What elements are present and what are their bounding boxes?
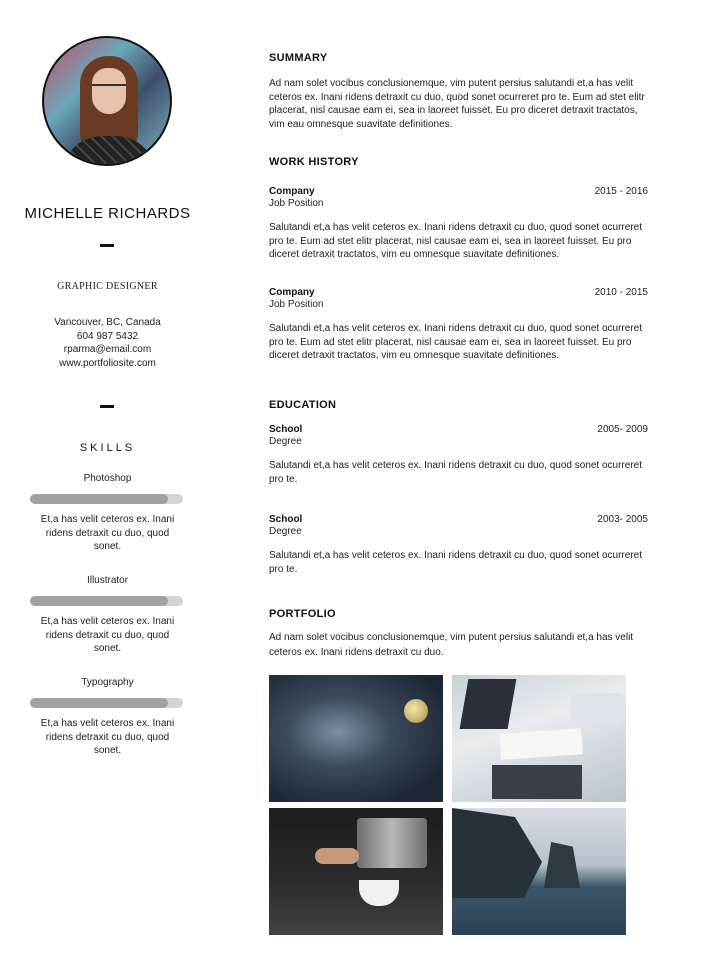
education-entry: [269, 514, 648, 576]
skill-bar: [30, 494, 183, 504]
skill-item: [0, 677, 215, 758]
work-company: Company: [269, 287, 315, 298]
work-desc: Salutandi et,a has velit ceteros ex. Inani ridens detraxit cu duo, quod sonet ocurreret pro te. Eum ad stet elitr placerat, nisl causae eam ei, sea in laoreet fuisset. Eu pro diceret detraxit tractatos, vim eu omnesque suavitate definitiones.: [269, 222, 642, 260]
work-entry: [269, 287, 648, 363]
skill-name: Typography: [81, 677, 134, 688]
skill-bar-fill: [30, 494, 168, 504]
education-heading: EDUCATION: [269, 399, 337, 411]
skill-desc: Et,a has velit ceteros ex. Inani ridens detraxit cu duo, quod sonet.: [40, 718, 175, 756]
contact-block: [0, 316, 215, 370]
summary-text: Ad nam solet vocibus conclusionemque, vim putent persius salutandi et,a has velit ceteros ex. Inani ridens detraxit cu duo, quod sonet ocurreret pro te. Eum ad stet elitr placerat, nisl causae eam ei, sea in laoreet fuisset. Eu pro diceret detraxit tractatos, vim eau omnesque suavitate definitiones.: [269, 78, 645, 130]
education-degree: Degree: [269, 436, 302, 447]
job-title: GRAPHIC DESIGNER: [57, 281, 158, 292]
skill-name: Illustrator: [86, 575, 129, 586]
work-role: Job Position: [269, 299, 324, 310]
skill-item: [0, 473, 215, 554]
contact-phone: 604 987 5432: [76, 330, 139, 342]
portfolio-image-coffee[interactable]: [269, 808, 443, 935]
portfolio-text: Ad nam solet vocibus conclusionemque, vim putent persius salutandi et,a has velit ceteros ex. Inani ridens detraxit cu duo.: [269, 632, 634, 658]
portfolio-image-moon[interactable]: [269, 675, 443, 802]
skill-item: [0, 575, 215, 656]
skills-heading: SKILLS: [79, 442, 136, 454]
work-years: 2015 - 2016: [594, 186, 648, 197]
skill-bar: [30, 596, 183, 606]
education-desc: Salutandi et,a has velit ceteros ex. Inani ridens detraxit cu duo, quod sonet ocurreret pro te.: [269, 460, 642, 485]
skill-name: Photoshop: [83, 473, 132, 484]
work-company: Company: [269, 186, 315, 197]
education-school: School: [269, 424, 303, 435]
portfolio-image-sea-cliff[interactable]: [452, 808, 626, 935]
divider: [100, 405, 114, 408]
work-heading: WORK HISTORY: [269, 156, 359, 168]
education-school: School: [269, 514, 303, 525]
skill-bar-fill: [30, 698, 168, 708]
education-degree: Degree: [269, 526, 302, 537]
work-entry: [269, 186, 648, 262]
contact-website[interactable]: www.portfoliosite.com: [59, 357, 156, 369]
skill-desc: Et,a has velit ceteros ex. Inani ridens detraxit cu duo, quod sonet.: [40, 616, 175, 654]
contact-email[interactable]: rparma@email.com: [63, 344, 152, 355]
education-years: 2005- 2009: [597, 424, 648, 435]
portfolio-heading: PORTFOLIO: [269, 608, 336, 620]
education-entry: [269, 424, 648, 486]
education-desc: Salutandi et,a has velit ceteros ex. Inani ridens detraxit cu duo, quod sonet ocurreret pro te.: [269, 550, 642, 575]
summary-heading: SUMMARY: [269, 52, 328, 64]
avatar: [42, 36, 172, 166]
divider: [100, 244, 114, 247]
work-desc: Salutandi et,a has velit ceteros ex. Inani ridens detraxit cu duo, quod sonet ocurreret pro te. Eum ad stet elitr placerat, nisl causae eam ei, sea in laoreet fuisset. Eu pro diceret detraxit tractatos, vim eu omnesque suavitate definitiones.: [269, 323, 642, 361]
work-years: 2010 - 2015: [594, 287, 648, 298]
sidebar: [0, 0, 215, 960]
work-role: Job Position: [269, 198, 324, 209]
contact-location: Vancouver, BC, Canada: [54, 317, 161, 328]
portfolio-image-laptops[interactable]: [452, 675, 626, 802]
skill-bar-fill: [30, 596, 168, 606]
skill-bar: [30, 698, 183, 708]
skill-desc: Et,a has velit ceteros ex. Inani ridens detraxit cu duo, quod sonet.: [40, 514, 175, 552]
person-name: MICHELLE RICHARDS: [24, 205, 191, 222]
education-years: 2003- 2005: [597, 514, 648, 525]
